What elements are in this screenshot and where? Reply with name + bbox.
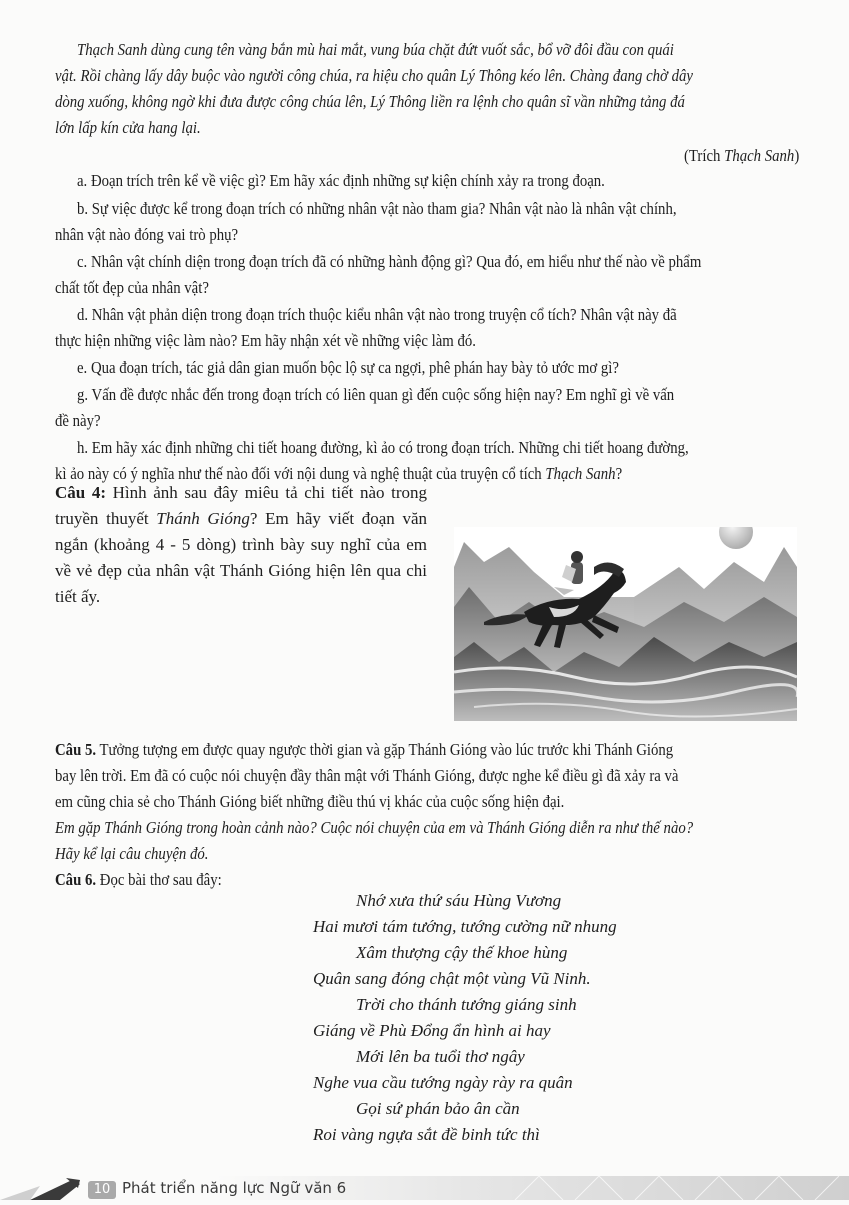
question-d-cont: thực hiện những việc làm nào? Em hãy nhận xét về những việc làm đó. (55, 331, 476, 350)
question-b: b. Sự việc được kể trong đoạn trích có những nhân vật nào tham gia? Nhân vật nào là nhân vật chính, (77, 199, 677, 218)
poem-line: Hai mươi tám tướng, tướng cường nữ nhung (313, 917, 617, 936)
question-5-line (55, 737, 673, 763)
question-5-text: Tưởng tượng em được quay ngược thời gian và gặp Thánh Gióng vào lúc trước khi Thánh Gióng (96, 740, 674, 759)
question-g: g. Vấn đề được nhắc đến trong đoạn trích có liên quan gì đến cuộc sống hiện nay? Em nghĩ gì về vấn (77, 385, 675, 404)
question-e: e. Qua đoạn trích, tác giả dân gian muốn bộc lộ sự ca ngợi, phê phán hay bày tỏ ước mơ gì? (77, 358, 619, 377)
question-h-text: kì ảo này có ý nghĩa như thế nào đối với nội dung và nghệ thuật của truyện cổ tích (55, 464, 546, 483)
question-g-cont: đề này? (55, 411, 101, 430)
question-h: h. Em hãy xác định những chi tiết hoang đường, kì ảo có trong đoạn trích. Những chi tiết hoang đường, (77, 438, 689, 457)
question-4-label: Câu 4: (55, 483, 106, 502)
poem-line: Roi vàng ngựa sắt đề binh tức thì (313, 1125, 540, 1144)
poem-line: Giáng về Phù Đổng ẩn hình ai hay (313, 1021, 551, 1040)
question-d: d. Nhân vật phản diện trong đoạn trích thuộc kiểu nhân vật nào trong truyện cổ tích? Nhân vật này đã (77, 305, 677, 324)
passage-line: dòng xuống, không ngờ khi đưa được công chúa lên, Lý Thông liền ra lệnh cho quân sĩ vần những tảng đá (55, 92, 685, 111)
question-5-prompt: Hãy kể lại câu chuyện đó. (55, 844, 209, 863)
question-6-line (55, 867, 222, 893)
poem-line: Quân sang đóng chật một vùng Vũ Ninh. (313, 969, 591, 988)
passage-line: Thạch Sanh dùng cung tên vàng bắn mù hai mắt, vung búa chặt đứt vuốt sắc, bổ vỡ đôi đầu con quái (77, 40, 674, 59)
poem-line: Gọi sứ phán bảo ân cần (356, 1099, 520, 1118)
question-5-label: Câu 5. (55, 740, 97, 759)
question-6-text: Đọc bài thơ sau đây: (96, 870, 222, 889)
arrow-decoration-icon (0, 1176, 90, 1200)
question-4-title: Thánh Gióng (156, 509, 250, 528)
question-4-text: Hình ảnh sau đây miêu tả chi tiết nào trong truyền thuyết (55, 483, 427, 528)
passage-line: lớn lấp kín cửa hang lại. (55, 118, 201, 137)
illustration-svg (454, 527, 797, 721)
question-4-text-cont: ? Em hãy viết đoạn văn ngắn (khoảng 4 - 5 dòng) trình bày suy nghĩ của em về vẻ đẹp của nhân vật Thánh Gióng hiện lên qua chi tiết ấy. (55, 509, 428, 606)
question-b-cont: nhân vật nào đóng vai trò phụ? (55, 225, 239, 244)
question-a: a. Đoạn trích trên kể về việc gì? Em hãy xác định những sự kiện chính xảy ra trong đoạn. (77, 171, 605, 190)
question-c-cont: chất tốt đẹp của nhân vật? (55, 278, 209, 297)
poem-line: Xâm thượng cậy thế khoe hùng (356, 943, 568, 962)
poem-line: Nhớ xưa thứ sáu Hùng Vương (356, 891, 562, 910)
thanh-giong-illustration (454, 527, 797, 721)
book-title: Phát triển năng lực Ngữ văn 6 (122, 1179, 347, 1197)
question-5-prompt: Em gặp Thánh Gióng trong hoàn cảnh nào? Cuộc nói chuyện của em và Thánh Gióng diễn ra như thế nào? (55, 818, 694, 837)
question-5-line: bay lên trời. Em đã có cuộc nói chuyện đầy thân mật với Thánh Gióng, được nghe kể điều gì đã xảy ra và (55, 766, 679, 785)
page-footer (0, 1176, 849, 1200)
poem-line: Mới lên ba tuổi thơ ngây (356, 1047, 525, 1066)
question-6-label: Câu 6. (55, 870, 97, 889)
citation-prefix: (Trích (684, 146, 725, 165)
passage-citation (684, 143, 799, 169)
question-h-title: Thạch Sanh (545, 464, 616, 483)
citation-suffix: ) (794, 146, 800, 165)
passage-line: vật. Rồi chàng lấy dây buộc vào người công chúa, ra hiệu cho quân Lý Thông kéo lên. Chàng đang chờ dây (55, 66, 693, 85)
poem-line: Nghe vua cầu tướng ngày rày ra quân (313, 1073, 573, 1092)
citation-title: Thạch Sanh (724, 146, 795, 165)
question-4 (55, 480, 427, 610)
page-number: 10 (88, 1181, 116, 1199)
poem-line: Trời cho thánh tướng giáng sinh (356, 995, 577, 1014)
question-h-suffix: ? (615, 464, 623, 483)
question-c: c. Nhân vật chính diện trong đoạn trích đã có những hành động gì? Qua đó, em hiểu như thế nào về phẩm (77, 252, 702, 271)
question-5-line: em cũng chia sẻ cho Thánh Gióng biết những điều thú vị khác của cuộc sống hiện đại. (55, 792, 565, 811)
